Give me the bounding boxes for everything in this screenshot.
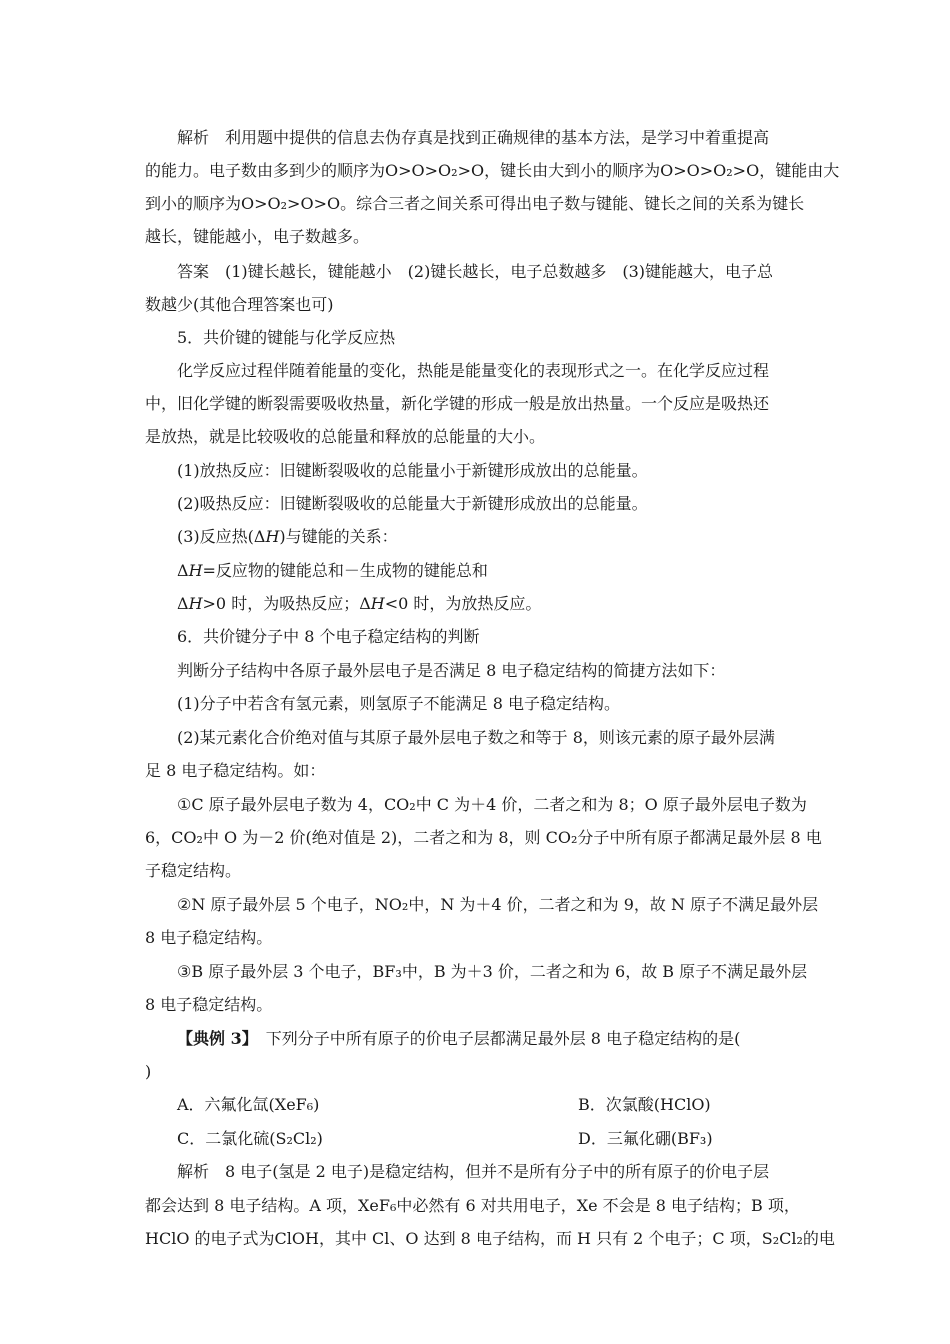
sec5-body-line-2: 中，旧化学键的断裂需要吸收热量，新化学键的形成一般是放出热量。一个反应是吸热还 bbox=[145, 394, 770, 413]
sec6-body-line-3: (2)某元素化合价绝对值与其原子最外层电子数之和等于 8，则该元素的原子最外层满 bbox=[177, 728, 775, 747]
sec5-item-3: (3)反应热(ΔH)与键能的关系： bbox=[177, 527, 398, 546]
question-stem-close: ) bbox=[145, 1062, 152, 1081]
example-1-line-3: 子稳定结构。 bbox=[145, 861, 242, 880]
sec5-body-line-1: 化学反应过程伴随着能量的变化，热能是能量变化的表现形式之一。在化学反应过程 bbox=[177, 361, 770, 380]
sec5-body-line-3: 是放热，就是比较吸收的总能量和释放的总能量的大小。 bbox=[145, 427, 546, 446]
option-d: D．三氟化硼(BF₃) bbox=[578, 1129, 713, 1148]
example-2-line-2: 8 电子稳定结构。 bbox=[145, 928, 273, 947]
example-tag: 【典例 3】 bbox=[177, 1029, 250, 1048]
para1-line-1: 解析 利用题中提供的信息去伪存真是找到正确规律的基本方法，是学习中着重提高 bbox=[177, 128, 770, 147]
sec5-item-1: (1)放热反应：旧键断裂吸收的总能量小于新键形成放出的总能量。 bbox=[177, 461, 648, 480]
analysis-line-3: HClO 的电子式为ClOH，其中 Cl、O 达到 8 电子结构，而 H 只有 2 个电子；C 项，S₂Cl₂的电 bbox=[145, 1229, 835, 1248]
para1-line-2: 的能力。电子数由多到少的顺序为O>O>O₂>O，键长由大到小的顺序为O>O>O₂>O，键能由大 bbox=[145, 161, 840, 180]
answer-line-2: 数越少(其他合理答案也可) bbox=[145, 295, 334, 314]
sec5-item-2: (2)吸热反应：旧键断裂吸收的总能量大于新键形成放出的总能量。 bbox=[177, 494, 648, 513]
sec6-body-line-2: (1)分子中若含有氢元素，则氢原子不能满足 8 电子稳定结构。 bbox=[177, 694, 621, 713]
example-1-line-1: ①C 原子最外层电子数为 4，CO₂中 C 为＋4 价，二者之和为 8；O 原子最外层电子数为 bbox=[177, 795, 807, 814]
section-5-title: 5．共价键的键能与化学反应热 bbox=[177, 328, 396, 347]
option-c: C．二氯化硫(S₂Cl₂) bbox=[177, 1129, 323, 1148]
example-3-line-1: ③B 原子最外层 3 个电子，BF₃中，B 为＋3 价，二者之和为 6，故 B 原子不满足最外层 bbox=[177, 962, 808, 981]
example-1-line-2: 6，CO₂中 O 为－2 价(绝对值是 2)，二者之和为 8，则 CO₂分子中所有原子都满足最外层 8 电 bbox=[145, 828, 822, 847]
option-a: A．六氟化氙(XeF₆) bbox=[177, 1095, 320, 1114]
bond-energy-formula: ΔH=反应物的键能总和－生成物的键能总和 bbox=[177, 561, 488, 580]
analysis-line-2: 都会达到 8 电子结构。A 项，XeF₆中必然有 6 对共用电子，Xe 不会是 8 电子结构；B 项， bbox=[145, 1196, 800, 1215]
example-2-line-1: ②N 原子最外层 5 个电子，NO₂中，N 为＋4 价，二者之和为 9，故 N 原子不满足最外层 bbox=[177, 895, 819, 914]
reaction-heat-condition: ΔH>0 时，为吸热反应；ΔH<0 时，为放热反应。 bbox=[177, 594, 542, 613]
sec6-body-line-1: 判断分子结构中各原子最外层电子是否满足 8 电子稳定结构的简捷方法如下： bbox=[177, 661, 726, 680]
para1-line-4: 越长，键能越小，电子数越多。 bbox=[145, 227, 370, 246]
example-3-line-2: 8 电子稳定结构。 bbox=[145, 995, 273, 1014]
sec6-body-line-4: 足 8 电子稳定结构。如： bbox=[145, 761, 326, 780]
section-6-title: 6．共价键分子中 8 个电子稳定结构的判断 bbox=[177, 627, 480, 646]
question-stem: 【典例 3】 下列分子中所有原子的价电子层都满足最外层 8 电子稳定结构的是( bbox=[177, 1029, 741, 1048]
answer-line-1: 答案 (1)键长越长，键能越小 (2)键长越长，电子总数越多 (3)键能越大，电子总 bbox=[177, 262, 773, 281]
option-b: B．次氯酸(HClO) bbox=[578, 1095, 711, 1114]
para1-line-3: 到小的顺序为O>O₂>O>O。综合三者之间关系可得出电子数与键能、键长之间的关系为键长 bbox=[145, 194, 805, 213]
analysis-line-1: 解析 8 电子(氢是 2 电子)是稳定结构，但并不是所有分子中的所有原子的价电子层 bbox=[177, 1162, 770, 1181]
